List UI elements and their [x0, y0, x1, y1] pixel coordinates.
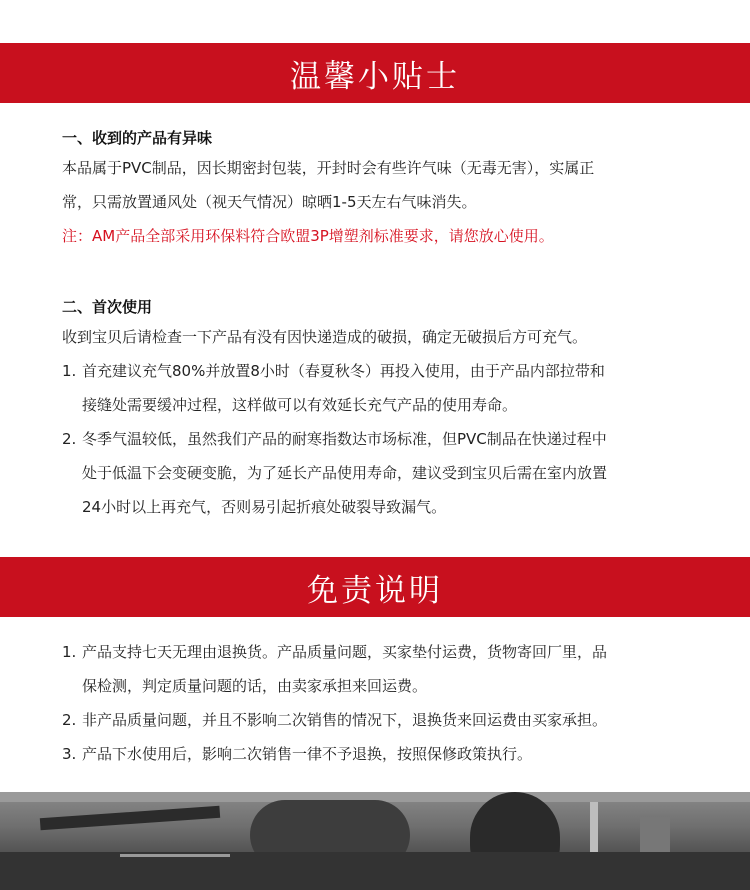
disclaimer-banner: [0, 557, 750, 617]
odor-line-2: 常，只需放置通风处（视天气情况）晾晒1-5天左右气味消失。: [62, 193, 477, 211]
list-item-number: 1.: [62, 362, 77, 380]
product-photo-strip: [0, 792, 750, 890]
list-item-number: 2.: [62, 711, 77, 729]
disclaimer-banner-title: 免责说明: [307, 572, 443, 609]
list-item-line: 产品支持七天无理由退换货。产品质量问题，买家垫付运费，货物寄回厂里，品: [82, 643, 608, 661]
tips-banner-title: 温馨小贴士: [290, 58, 460, 95]
list-item-line: 冬季气温较低，虽然我们产品的耐寒指数达市场标准，但PVC制品在快递过程中: [82, 430, 607, 448]
tips-banner: [0, 43, 750, 103]
disclaimer-section: [62, 635, 692, 771]
first-use-intro: 收到宝贝后请检查一下产品有没有因快递造成的破损，确定无破损后方可充气。: [62, 328, 588, 346]
odor-line-1: 本品属于PVC制品，因长期密封包装，开封时会有些许气味（无毒无害），实属正: [62, 159, 595, 177]
list-item-line: 首充建议充气80%并放置8小时（春夏秋冬）再投入使用，由于产品内部拉带和: [82, 362, 605, 380]
list-item-line: 非产品质量问题，并且不影响二次销售的情况下，退换货来回运费由买家承担。: [82, 711, 608, 729]
list-item-number: 2.: [62, 430, 77, 448]
list-item-number: 3.: [62, 745, 77, 763]
list-item-line: 接缝处需要缓冲过程，这样做可以有效延长充气产品的使用寿命。: [82, 396, 518, 414]
list-item-number: 1.: [62, 643, 77, 661]
odor-section: [62, 125, 692, 253]
list-item-line: 24小时以上再充气，否则易引起折痕处破裂导致漏气。: [82, 498, 447, 516]
list-item-line: 产品下水使用后，影响二次销售一律不予退换，按照保修政策执行。: [82, 745, 533, 763]
list-item: [62, 703, 692, 737]
first-use-heading: 二、首次使用: [62, 298, 153, 316]
list-item: [62, 354, 692, 422]
odor-heading: 一、收到的产品有异味: [62, 129, 213, 147]
list-item: [62, 422, 692, 524]
list-item-line: 保检测，判定质量问题的话，由卖家承担来回运费。: [82, 677, 428, 695]
odor-note: 注：AM产品全部采用环保料符合欧盟3P增塑剂标准要求，请您放心使用。: [62, 227, 554, 245]
first-use-section: [62, 294, 692, 524]
list-item: [62, 635, 692, 703]
list-item-line: 处于低温下会变硬变脆，为了延长产品使用寿命，建议受到宝贝后需在室内放置: [82, 464, 608, 482]
list-item: [62, 737, 692, 771]
